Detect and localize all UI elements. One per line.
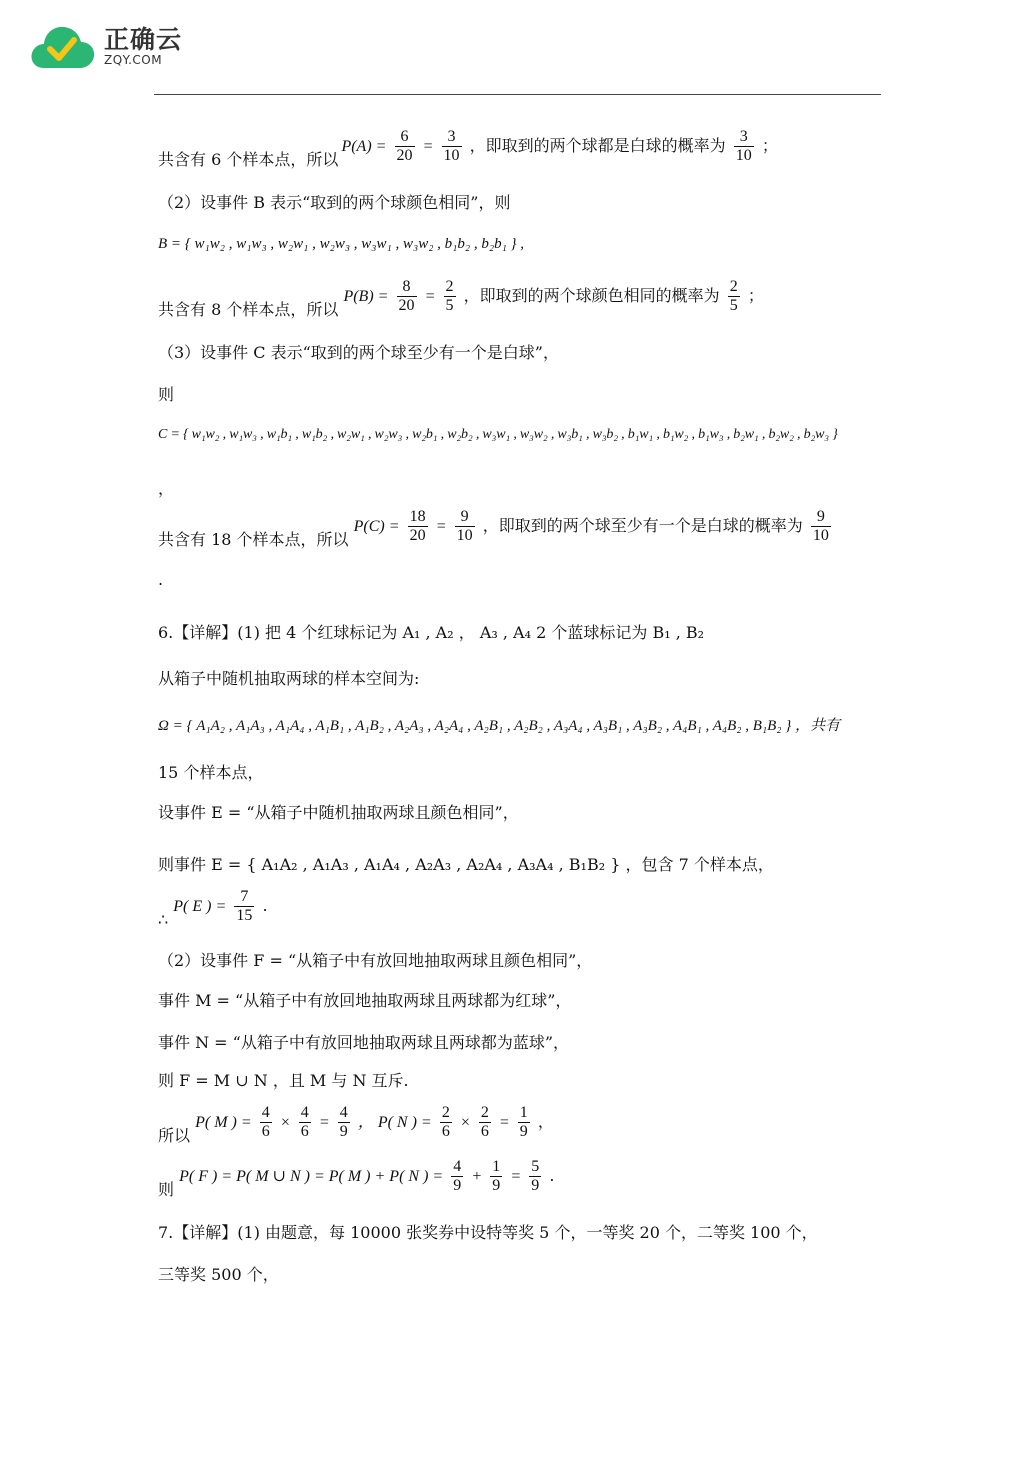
set-b: B = { w₁w₂ , w₁w₃ , w₂w₁ , w₂w₃ , w₃w₁ , w₃w₂ , b₁b₂ , b₂b₁ } ,: [158, 236, 525, 252]
line-12: 从箱子中随机抽取两球的样本空间为:: [158, 669, 420, 688]
line-1: [158, 128, 778, 169]
line-19: 事件 M = “从箱子中有放回地抽取两球且两球都为红球”，: [158, 991, 572, 1010]
equals: =: [435, 518, 447, 535]
line-15: 设事件 E = “从箱子中随机抽取两球且颜色相同”，: [158, 803, 519, 822]
logo-name: 正确云: [104, 25, 183, 54]
math-lhs: P( E ) =: [173, 898, 227, 915]
equals: =: [424, 288, 436, 305]
set-omega: Ω = { A₁A₂ , A₁A₃ , A₁A₄ , A₁B₁ , A₁B₂ , A₂A₃ , A₂A₄ , A₂B₁ , A₂B₂ , A₃A₄ , A₃B₁ , A₃B₂ , A₄B₁ , A₄B₂ , B₁B₂ } ，共有: [158, 718, 841, 734]
line-10: .: [158, 570, 164, 589]
fraction: $\frac{2}{6}$: [480, 1104, 489, 1140]
fraction: $\frac{4}{6}$: [300, 1104, 309, 1140]
text: 共含有 8 个样本点，所以: [158, 300, 339, 319]
fraction: $\frac{1}{9}$: [492, 1158, 501, 1194]
logo: [30, 22, 182, 72]
therefore-symbol: ∴: [158, 910, 169, 929]
line-14: 15 个样本点，: [158, 763, 264, 782]
line-2: （2）设事件 B 表示“取到的两个球颜色相同”，则: [158, 193, 511, 212]
fraction: $\frac{5}{9}$: [531, 1158, 540, 1194]
line-4: [158, 278, 764, 319]
fraction: $\frac{9}{10}$: [456, 508, 473, 544]
math-lhs: P(A) =: [341, 138, 387, 155]
line-22: [158, 1104, 554, 1145]
text: 则: [158, 1180, 175, 1199]
line-8: ，: [158, 479, 175, 498]
fraction: $\frac{9}{10}$: [812, 508, 829, 544]
line-18: （2）设事件 F = “从箱子中有放回地抽取两球且颜色相同”，: [158, 951, 593, 970]
fraction: $\frac{6}{20}$: [396, 128, 413, 164]
line-6: 则: [158, 385, 175, 404]
line-16: 则事件 E = { A₁A₂ , A₁A₃ , A₁A₄ , A₂A₃ , A₂A₄ , A₃A₄ , B₁B₂ } ，包含 7 个样本点，: [158, 855, 774, 874]
line-23: [158, 1158, 555, 1199]
math-lhs: ， P( N ) =: [357, 1114, 432, 1131]
punctuation: ；: [761, 136, 778, 155]
punctuation: .: [549, 1166, 555, 1185]
plus: +: [471, 1168, 483, 1185]
fraction: $\frac{3}{10}$: [735, 128, 752, 164]
text: ，即取到的两个球都是白球的概率为: [469, 136, 726, 155]
fraction: $\frac{8}{20}$: [398, 278, 415, 314]
problem-7-heading: 7.【详解】(1) 由题意，每 10000 张奖券中设特等奖 5 个，一等奖 20 个，二等奖 100 个，: [158, 1223, 818, 1242]
fraction: $\frac{3}{10}$: [443, 128, 460, 164]
fraction: $\frac{2}{5}$: [445, 278, 454, 314]
math-lhs: P(B) =: [343, 288, 389, 305]
fraction: $\frac{7}{15}$: [236, 888, 253, 924]
text: 共含有 18 个样本点，所以: [158, 530, 349, 549]
line-17: [158, 888, 268, 929]
fraction: $\frac{1}{9}$: [519, 1104, 528, 1140]
cloud-check-icon: [30, 22, 96, 72]
math-expression: P( F ) = P( M ∪ N ) = P( M ) + P( N ) =: [179, 1168, 444, 1185]
fraction: $\frac{2}{6}$: [441, 1104, 450, 1140]
set-c: C = { w₁w₂ , w₁w₃ , w₁b₁ , w₁b₂ , w₂w₁ , w₂w₃ , w₂b₁ , w₂b₂ , w₃w₁ , w₃w₂ , w₃b₁ , w₃b₂ , b₁w₁ , b₁w₂ , b₁w₃ , b₂w₁ , b₂w₂ , b₂w₃ }: [158, 427, 838, 442]
punctuation: .: [262, 896, 268, 915]
text: 所以: [158, 1126, 191, 1145]
punctuation: ，: [537, 1112, 554, 1131]
logo-domain: ZQY.COM: [104, 53, 163, 67]
text: ，即取到的两个球至少有一个是白球的概率为: [482, 516, 803, 535]
header-divider: [154, 94, 881, 95]
fraction: $\frac{4}{6}$: [261, 1104, 270, 1140]
text: ，即取到的两个球颜色相同的概率为: [463, 286, 720, 305]
text: 共含有 6 个样本点，所以: [158, 150, 339, 169]
line-5: （3）设事件 C 表示“取到的两个球至少有一个是白球”，: [158, 343, 559, 362]
fraction: $\frac{2}{5}$: [729, 278, 738, 314]
math-lhs: P(C) =: [353, 518, 400, 535]
math-lhs: P( M ) =: [195, 1114, 252, 1131]
equals: =: [422, 138, 434, 155]
line-21: 则 F = M ∪ N ，且 M 与 N 互斥.: [158, 1071, 409, 1090]
problem-6-heading: 6.【详解】(1) 把 4 个红球标记为 A₁ , A₂ ， A₃ , A₄ 2 个蓝球标记为 B₁ , B₂: [158, 623, 705, 642]
equals: =: [318, 1114, 330, 1131]
line-20: 事件 N = “从箱子中有放回地抽取两球且两球都为蓝球”，: [158, 1033, 570, 1052]
equals: =: [510, 1168, 522, 1185]
line-25: 三等奖 500 个，: [158, 1265, 279, 1284]
line-9: [158, 508, 834, 549]
fraction: $\frac{18}{20}$: [409, 508, 426, 544]
fraction: $\frac{4}{9}$: [453, 1158, 462, 1194]
punctuation: ；: [747, 286, 764, 305]
times: ×: [459, 1114, 471, 1131]
equals: =: [498, 1114, 510, 1131]
times: ×: [279, 1114, 291, 1131]
fraction: $\frac{4}{9}$: [339, 1104, 348, 1140]
